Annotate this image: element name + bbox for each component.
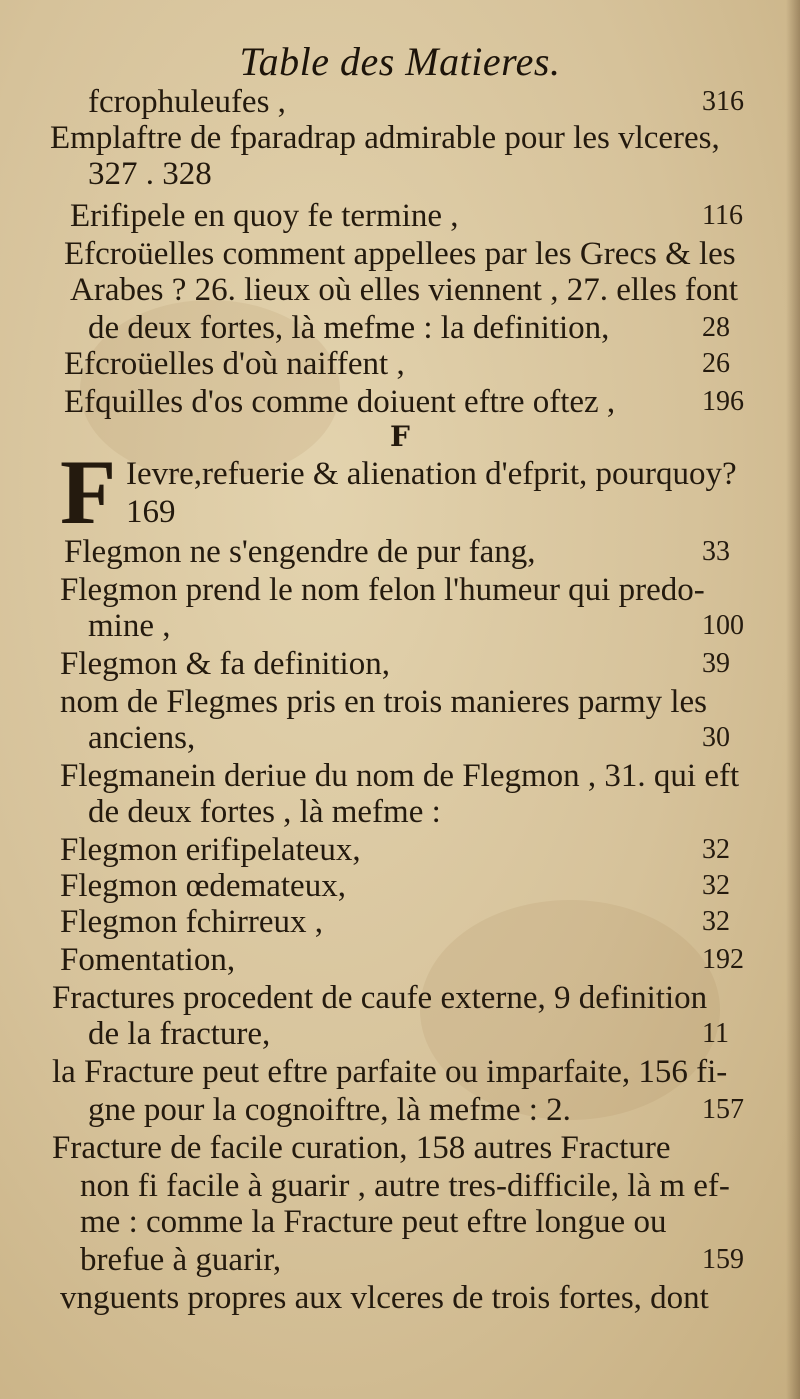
entry-text: anciens, [88, 720, 196, 756]
entry-page-number: 159 [702, 1244, 744, 1275]
entry-text: Fractures procedent de caufe externe, 9 definition [52, 980, 708, 1016]
index-entry [50, 120, 770, 156]
entry-page-number: 26 [702, 348, 730, 379]
entry-text: la Fracture peut eftre parfaite ou imparfaite, 156 fi- [52, 1054, 728, 1090]
entry-text: fcrophuleufes , [88, 84, 286, 120]
entry-text: Efquilles d'os comme doiuent eftre oftez , [64, 384, 616, 420]
entry-page-number: 28 [702, 312, 730, 343]
entry-text: mine , [88, 608, 171, 644]
index-entry [64, 346, 770, 382]
index-entry [60, 1280, 770, 1316]
entry-text: Erifipele en quoy fe termine , [70, 198, 459, 234]
index-entry [52, 1054, 770, 1090]
index-entry [88, 608, 770, 644]
entry-page-number: 116 [702, 200, 743, 231]
index-entry [52, 980, 770, 1016]
entry-page-number: 32 [702, 870, 730, 901]
index-entry [88, 720, 770, 756]
entry-text: vnguents propres aux vlceres de trois fortes, dont [60, 1280, 709, 1316]
index-entry [60, 758, 770, 794]
entry-text: Emplaftre de fparadrap admirable pour les vlceres, [50, 120, 720, 156]
entry-text: Flegmon œdemateux, [60, 868, 346, 904]
index-entry [60, 832, 770, 868]
entry-text: gne pour la cognoiftre, là mefme : 2. [88, 1092, 571, 1128]
index-entry [80, 1204, 770, 1240]
index-entry [60, 904, 770, 940]
index-entry [88, 310, 770, 346]
entry-text: Flegmon fchirreux , [60, 904, 324, 940]
entry-text: de deux fortes , là mefme : [88, 794, 441, 830]
entry-text: nom de Flegmes pris en trois manieres parmy les [60, 684, 708, 720]
drop-cap: F [60, 441, 117, 543]
entry-page-number: 316 [702, 86, 744, 117]
page-title: Table des Matieres. [239, 39, 561, 84]
entry-text: Flegmon & fa definition, [60, 646, 390, 682]
index-entry [52, 1130, 770, 1166]
entry-text: Fracture de facile curation, 158 autres Fracture [52, 1130, 671, 1166]
entry-text: Ievre,refuerie & alienation d'efprit, pourquoy? [126, 456, 737, 492]
index-entry [80, 1168, 770, 1204]
entry-page-number: 33 [702, 536, 730, 567]
entry-text: non fi facile à guarir , autre tres-difficile, là m ef- [80, 1168, 730, 1204]
index-entry [60, 572, 770, 608]
entry-text: brefue à guarir, [80, 1242, 282, 1278]
entry-text: Flegmon prend le nom felon l'humeur qui predo- [60, 572, 705, 608]
entry-page-number: 39 [702, 648, 730, 679]
entry-page-number: 192 [702, 944, 744, 975]
index-entry [126, 494, 770, 530]
entry-text: Efcroüelles d'où naiffent , [64, 346, 405, 382]
entry-text: 169 [126, 494, 176, 530]
index-entry [88, 1016, 770, 1052]
entry-page-number: 196 [702, 386, 744, 417]
index-entry [80, 1242, 770, 1278]
entry-text: Flegmon erifipelateux, [60, 832, 361, 868]
index-entry [88, 156, 770, 192]
entry-text: me : comme la Fracture peut eftre longue ou [80, 1204, 667, 1240]
entry-text: de deux fortes, là mefme : la definition, [88, 310, 610, 346]
entry-page-number: 100 [702, 610, 744, 641]
index-entry [64, 384, 770, 420]
entry-text: Efcroüelles comment appellees par les Grecs & les [64, 236, 736, 272]
entry-text: Arabes ? 26. lieux où elles viennent , 27. elles font [70, 272, 739, 308]
index-entry [88, 84, 770, 120]
entry-text: Flegmanein deriue du nom de Flegmon , 31. qui eft [60, 758, 740, 794]
entry-text: Flegmon ne s'engendre de pur fang, [64, 534, 536, 570]
index-entry [70, 272, 770, 308]
entry-page-number: 11 [702, 1018, 729, 1049]
entry-text: de la fracture, [88, 1016, 271, 1052]
entry-text: Fomentation, [60, 942, 236, 978]
index-entry [88, 1092, 770, 1128]
index-entry [88, 794, 770, 830]
index-entry [60, 684, 770, 720]
entry-page-number: 32 [702, 834, 730, 865]
index-entry [70, 198, 770, 234]
entry-page-number: 32 [702, 906, 730, 937]
index-entry [60, 868, 770, 904]
entry-page-number: 157 [702, 1094, 744, 1125]
index-entry [126, 456, 770, 492]
index-entry [64, 534, 770, 570]
index-entry [64, 236, 770, 272]
entry-page-number: 30 [702, 722, 730, 753]
entry-text: 327 . 328 [88, 156, 212, 192]
index-entry [60, 942, 770, 978]
index-entry [60, 646, 770, 682]
section-letter: F [390, 420, 410, 453]
